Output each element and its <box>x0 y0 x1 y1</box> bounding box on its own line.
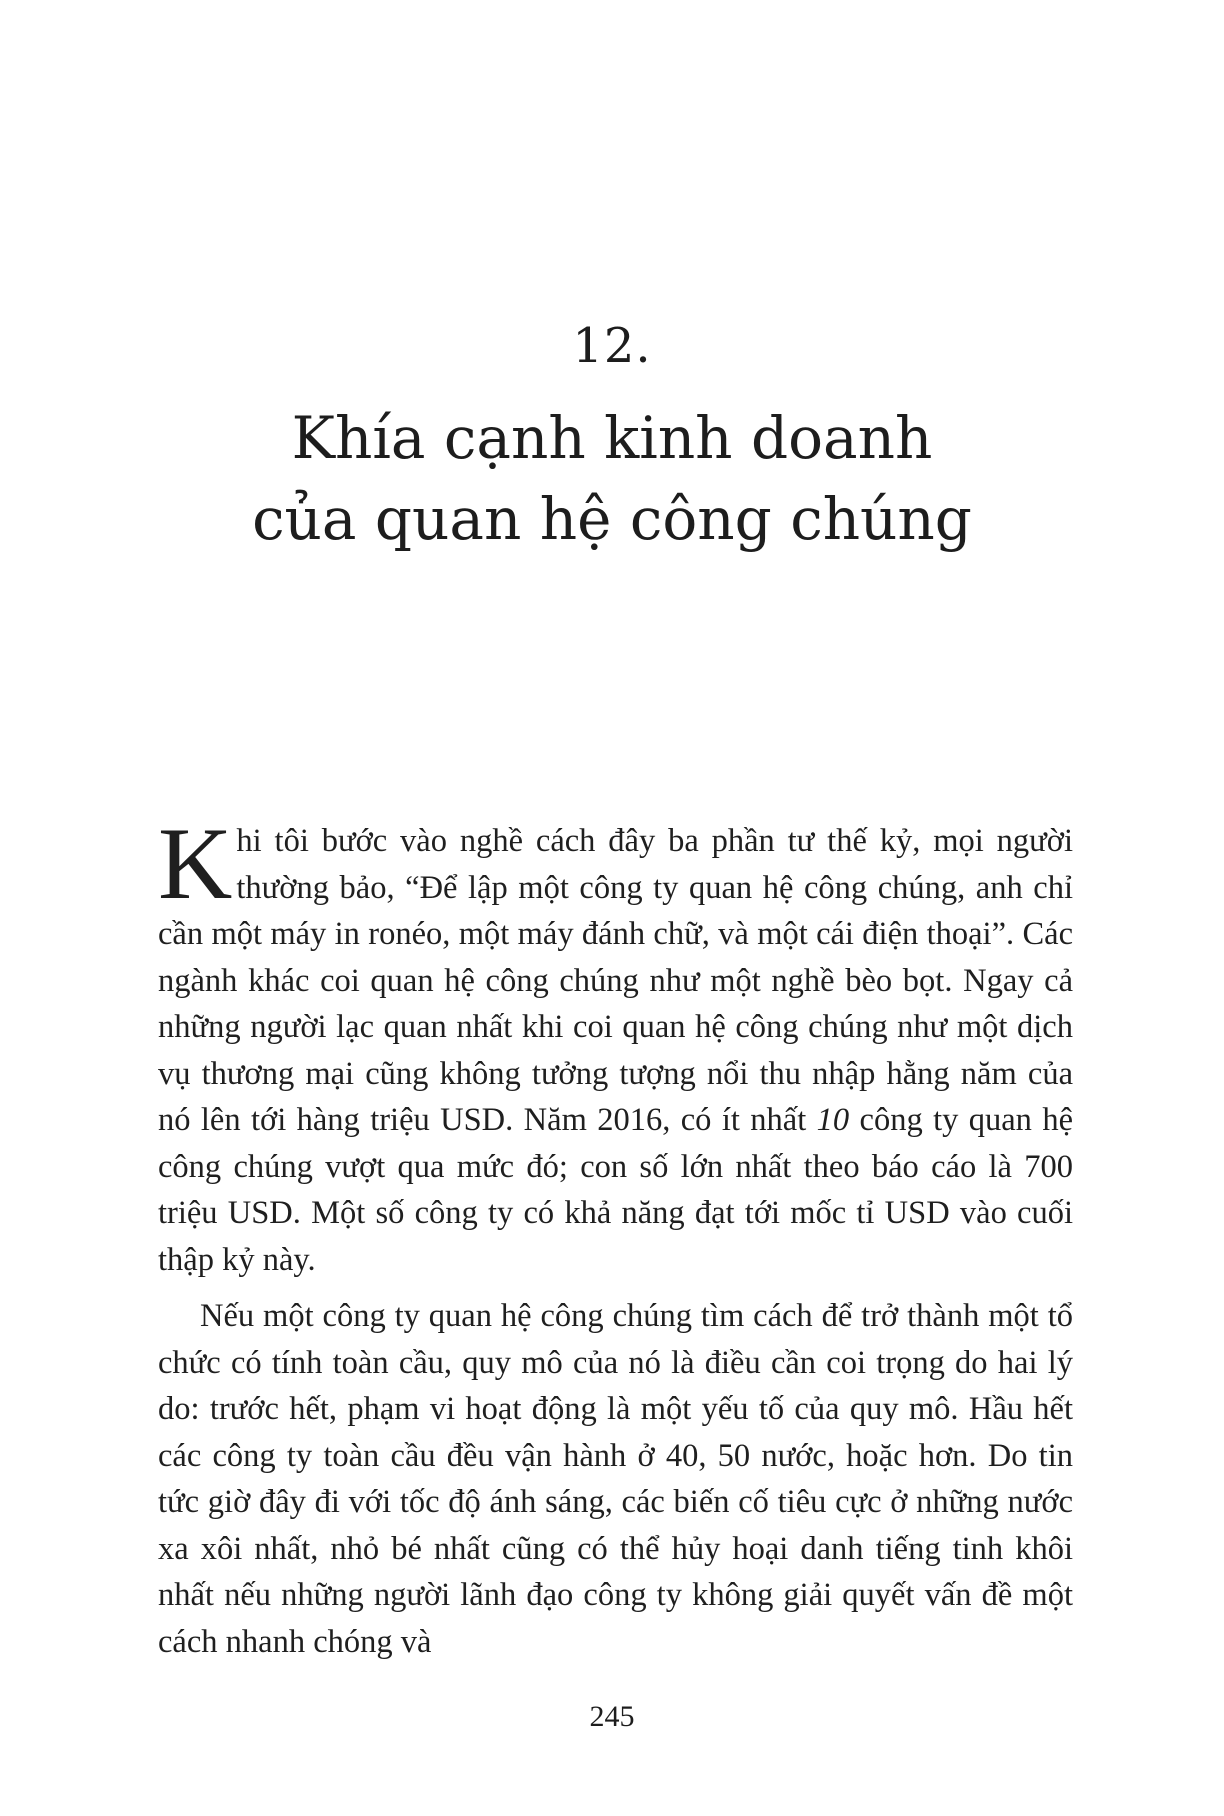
chapter-title-line-1: Khía cạnh kinh doanh <box>291 404 933 472</box>
chapter-title <box>0 398 1224 560</box>
body-text <box>158 807 1073 1665</box>
chapter-number: 12. <box>572 318 652 374</box>
drop-cap: K <box>158 807 233 921</box>
paragraph-1-text-a: hi tôi bước vào nghề cách đây ba phần tư thế kỷ, mọi người thường bảo, “Để lập một công ty quan hệ công chúng, anh chỉ cần một máy in ronéo, một máy đánh chữ, và một cái điện thoại”. Các ngành khác coi quan hệ công chúng như một nghề bèo bọt. Ngay cả những người lạc quan nhất khi coi quan hệ công chúng như một dịch vụ thương mại cũng không tưởng tượng nổi thu nhập hằng năm của nó lên tới hàng triệu USD. Năm 2016, có ít nhất <box>158 823 1073 1138</box>
page-number: 245 <box>589 1700 635 1733</box>
paragraph-1-text-b: công ty quan hệ công chúng vượt qua mức đó; con số lớn nhất theo báo cáo là 700 triệu USD. Một số công ty có khả năng đạt tới mốc tỉ USD vào cuối thập kỷ này. <box>158 1102 1073 1278</box>
paragraph-1 <box>158 807 1073 1283</box>
paragraph-2: Nếu một công ty quan hệ công chúng tìm cách để trở thành một tổ chức có tính toàn cầu, quy mô của nó là điều cần coi trọng do hai lý do: trước hết, phạm vi hoạt động là một yếu tố của quy mô. Hầu hết các công ty toàn cầu đều vận hành ở 40, 50 nước, hoặc hơn. Do tin tức giờ đây đi với tốc độ ánh sáng, các biến cố tiêu cực ở những nước xa xôi nhất, nhỏ bé nhất cũng có thể hủy hoại danh tiếng tinh khôi nhất nếu những người lãnh đạo công ty không giải quyết vấn đề một cách nhanh chóng và <box>158 1298 1073 1660</box>
chapter-title-line-2: của quan hệ công chúng <box>252 485 972 553</box>
paragraph-1-italic: 10 <box>816 1102 850 1138</box>
